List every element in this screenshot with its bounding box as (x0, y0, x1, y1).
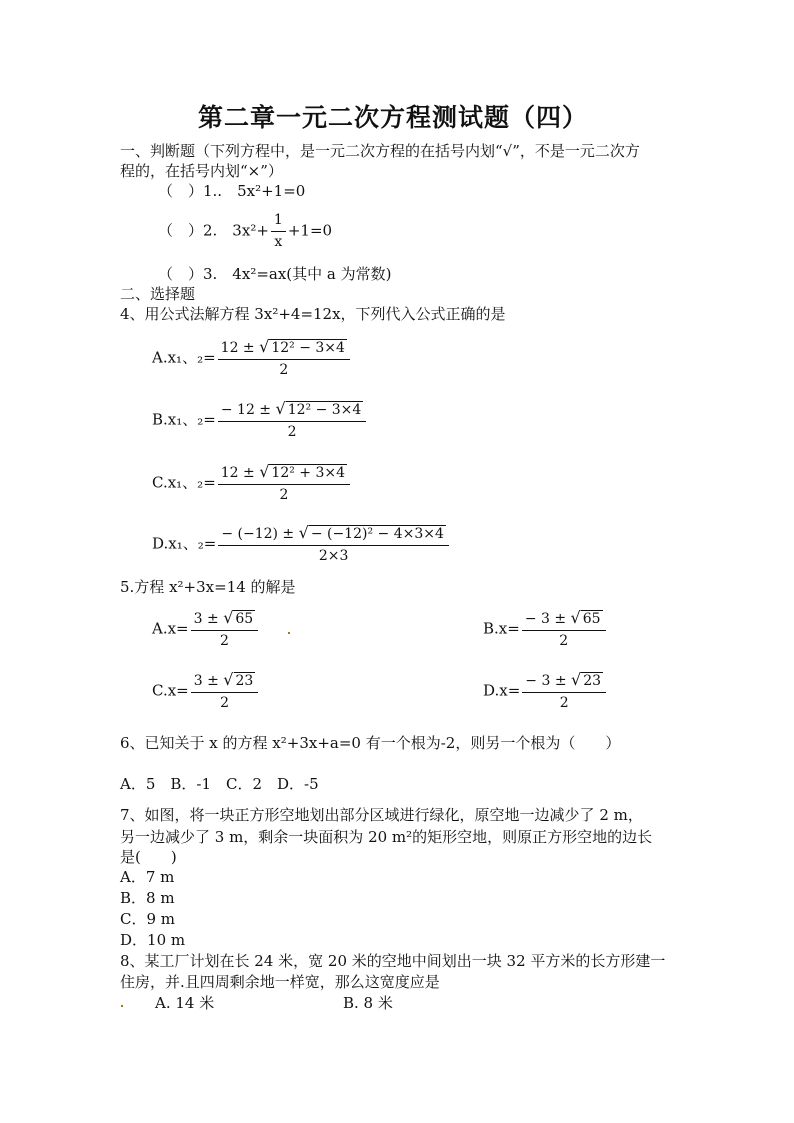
question-8-option-b: B. 8 米 (343, 994, 393, 1012)
question-8-stem: 8、某工厂计划在长 24 米，宽 20 米的空地中间划出一块 32 平方米的长方形建一 (120, 952, 666, 970)
option-label: D.x= (483, 681, 521, 700)
question-1: （ ）1.. 5x²+1=0 (158, 182, 306, 200)
question-7-option-b: B．8 m (120, 889, 175, 907)
question-8-stem-cont: 住房，并.且四周剩余地一样宽，那么这宽度应是 (120, 973, 440, 991)
question-6-options: A．5 B．-1 C．2 D．-5 (120, 775, 319, 793)
numerator-prefix: − 3 ± (525, 673, 572, 689)
question-7-option-c: C．9 m (120, 910, 176, 928)
question-6-stem: 6、已知关于 x 的方程 x²+3x+a=0 有一个根为-2，则另一个根为（ ） (120, 734, 621, 752)
question-7-stem-end: 是( ) (120, 848, 177, 866)
stray-mark (288, 632, 290, 634)
question-5-option-b (483, 609, 608, 650)
question-2-fraction (271, 212, 286, 251)
sqrt-icon: √ (571, 670, 582, 689)
fraction-denominator: x (274, 234, 283, 250)
radicand: 65 (235, 611, 254, 627)
question-2-label: （ ）2. 3x²+ (158, 221, 269, 240)
denominator: 2 (279, 487, 289, 503)
denominator: 2 (219, 633, 229, 649)
question-7-stem-cont: 另一边减少了 3 m，剩余一块面积为 20 m²的矩形空地，则原正方形空地的边长 (120, 828, 653, 846)
denominator: 2 (559, 633, 569, 649)
denominator: 2 (279, 362, 289, 378)
numerator-prefix: − 12 ± (220, 402, 276, 418)
radicand: − (−12)² − 4×3×4 (310, 526, 444, 542)
option-label: D.x₁、₂= (152, 534, 217, 553)
option-label: C.x₁、₂= (152, 473, 216, 492)
option-label: C.x= (152, 681, 189, 700)
question-8-option-a: A. 14 米 (155, 994, 215, 1012)
question-4-stem: 4、用公式法解方程 3x²+4=12x，下列代入公式正确的是 (120, 305, 506, 323)
sqrt-icon: √ (223, 608, 234, 627)
section-2-heading: 二、选择题 (120, 285, 196, 303)
question-5-option-c (152, 671, 260, 712)
page-title: 第二章一元二次方程测试题（四） (198, 103, 589, 132)
sqrt-icon: √ (223, 670, 234, 689)
question-2 (158, 212, 332, 251)
question-4-option-d (152, 524, 451, 565)
sqrt-icon: √ (259, 462, 270, 481)
section-1-heading-cont: 程的，在括号内划“×”） (120, 162, 283, 180)
fraction-numerator: 1 (271, 212, 286, 232)
option-label: A.x= (152, 619, 189, 638)
question-5-stem: 5.方程 x²+3x=14 的解是 (120, 578, 296, 596)
option-label: A.x₁、₂= (152, 348, 216, 367)
question-7-stem: 7、如图，将一块正方形空地划出部分区域进行绿化，原空地一边减少了 2 m， (120, 806, 643, 824)
radicand: 12² + 3×4 (271, 465, 346, 481)
sqrt-icon: √ (570, 608, 581, 627)
question-3: （ ）3. 4x²=ax(其中 a 为常数) (158, 265, 392, 283)
radicand: 23 (583, 673, 602, 689)
numerator-prefix: 3 ± (193, 611, 224, 627)
numerator-prefix: − (−12) ± (221, 526, 299, 542)
question-7-option-d: D．10 m (120, 931, 186, 949)
sqrt-icon: √ (298, 523, 309, 542)
question-5-option-a (152, 609, 260, 650)
section-1-heading: 一、判断题（下列方程中，是一元二次方程的在括号内划“√”，不是一元二次方 (120, 142, 640, 160)
radicand: 65 (582, 611, 601, 627)
numerator-prefix: 12 ± (220, 340, 260, 356)
radicand: 12² − 3×4 (271, 340, 345, 356)
denominator: 2×3 (318, 548, 349, 564)
question-5-option-d (483, 671, 608, 712)
question-4-option-b (152, 400, 368, 441)
sqrt-icon: √ (275, 399, 286, 418)
radicand: 23 (235, 673, 254, 689)
denominator: 2 (220, 695, 229, 711)
question-2-tail: +1=0 (287, 221, 333, 240)
numerator-prefix: − 3 ± (524, 611, 571, 627)
stray-mark (121, 1005, 123, 1007)
question-4-option-a (152, 338, 352, 379)
numerator-prefix: 12 ± (220, 465, 260, 481)
sqrt-icon: √ (259, 337, 270, 356)
denominator: 2 (559, 695, 569, 711)
denominator: 2 (287, 424, 297, 440)
option-label: B.x₁、₂= (152, 410, 216, 429)
numerator-prefix: 3 ± (193, 673, 224, 689)
question-7-option-a: A．7 m (120, 868, 175, 886)
option-label: B.x= (483, 619, 520, 638)
radicand: 12² − 3×4 (287, 402, 362, 418)
question-4-option-c (152, 463, 352, 504)
